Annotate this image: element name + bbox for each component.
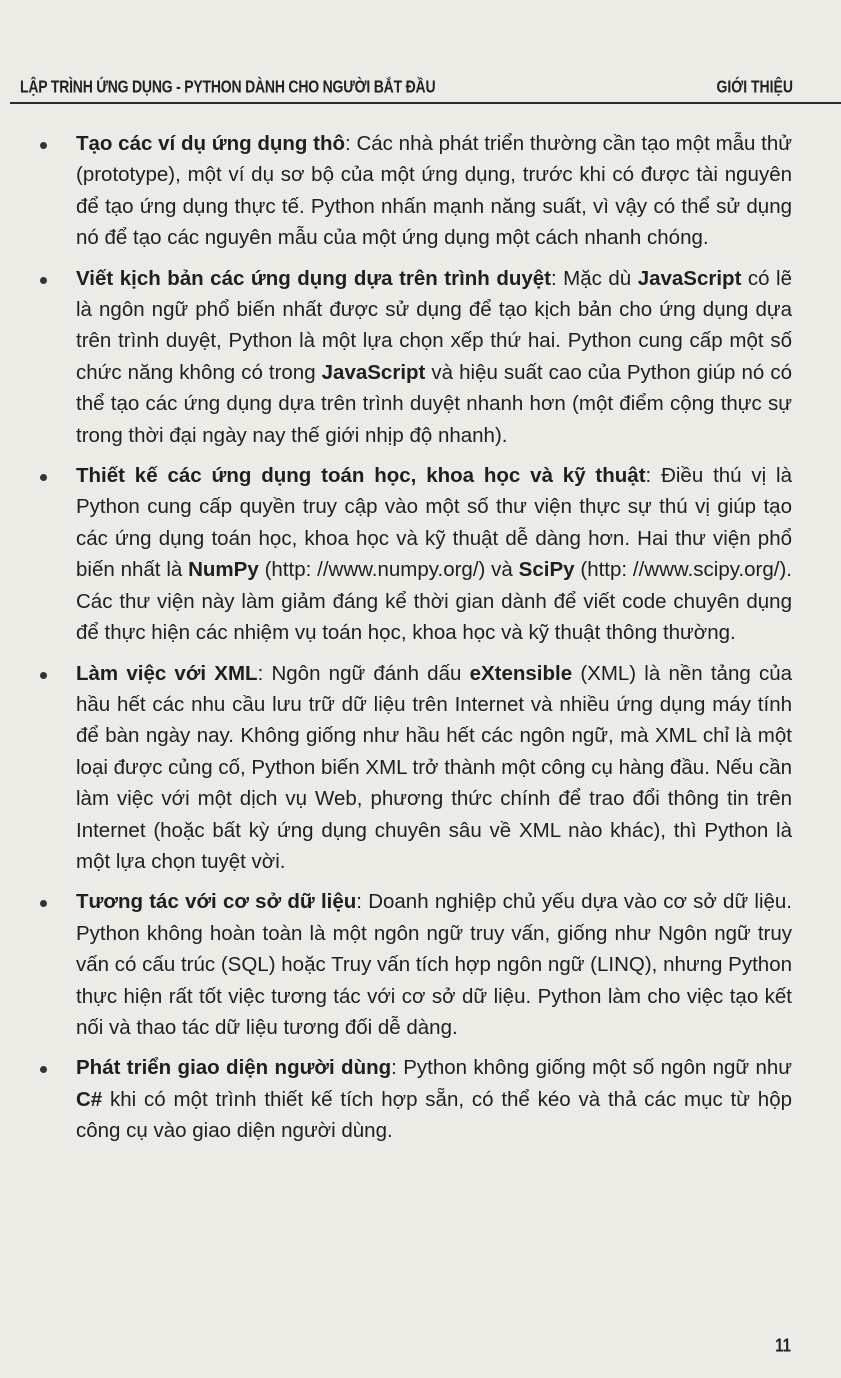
bullet-icon [40,142,47,149]
item-heading: Tương tác với cơ sở dữ liệu [76,890,357,914]
item-text: : Các nhà phát triển thường cần tạo một mẫu thử (prototype), một ví dụ sơ bộ của một ứng dụng, trước khi có được tài nguyên để tạo ứng dụng thực tế. Python nhấn mạnh năng suất, vì vậy có thể sử dụng nó để tạo các nguyên mẫu của một ứng dụng một cách nhanh chóng. [76,132,793,250]
list-item [30,658,792,878]
item-heading: Làm việc với XML [76,661,258,685]
item-term: JavaScript [637,266,742,290]
item-text: (http: //www.numpy.org/) và [258,558,519,582]
item-term: eXtensible [469,661,573,685]
item-text: : Điều thú vị là Python cung cấp quyền truy cập vào một số thư viện thực sự thú vị giúp tạo các ứng dụng toán học, khoa học và kỹ thuật dễ dàng hơn. Hai thư viện phổ biến nhất là [76,464,792,582]
item-heading: Thiết kế các ứng dụng toán học, khoa học và kỹ thuật [76,464,646,488]
item-heading: Viết kịch bản các ứng dụng dựa trên trình duyệt [76,266,551,290]
item-term: SciPy [518,558,575,582]
bullet-icon [40,672,47,679]
book-title-header: LẬP TRÌNH ỨNG DỤNG - PYTHON DÀNH CHO NGƯỜI BẮT ĐẦU [20,76,436,96]
item-term: NumPy [188,558,259,582]
item-text: (XML) là nền tảng của hầu hết các nhu cầu lưu trữ dữ liệu trên Internet và nhiều ứng dụng máy tính để bàn ngày nay. Không giống như hầu hết các ngôn ngữ, mà XML chỉ là một loại được củng cố, Python biến XML trở thành một công cụ hàng đầu. Nếu cần làm việc với một dịch vụ Web, phương thức chính để trao đổi thông tin trên Internet (hoặc bất kỳ ứng dụng chuyên sâu về XML nào khác), thì Python là một lựa chọn tuyệt vời. [76,661,792,873]
list-item [30,128,792,254]
item-text: : Doanh nghiệp chủ yếu dựa vào cơ sở dữ liệu. Python không hoàn toàn là một ngôn ngữ truy vấn, giống như Ngôn ngữ truy vấn có cấu trúc (SQL) hoặc Truy vấn tích hợp ngôn ngữ (LINQ), nhưng Python thực hiện rất tốt việc tương tác với cơ sở dữ liệu. Python làm cho việc tạo kết nối và thao tác dữ liệu tương đối dễ dàng. [76,890,793,1039]
header-rule [10,102,841,104]
item-text: khi có một trình thiết kế tích hợp sẵn, có thể kéo và thả các mục từ hộp công cụ vào giao diện người dùng. [76,1087,792,1143]
item-text: và hiệu suất cao của Python giúp nó có thể tạo các ứng dụng dựa trên trình duyệt nhanh hơn (một điểm cộng thực sự trong thời đại ngày nay thế giới nhịp độ nhanh). [76,360,792,447]
bullet-icon [40,474,47,481]
item-text: : Ngôn ngữ đánh dấu [257,661,470,685]
item-heading: Tạo các ví dụ ứng dụng thô [76,132,346,155]
bullet-list [30,128,792,1156]
chapter-title-header: GIỚI THIỆU [716,76,793,96]
item-text: : Mặc dù [551,266,638,290]
page-number: 11 [775,1336,791,1357]
item-text: (http: //www.scipy.org/). Các thư viện này làm giảm đáng kể thời gian dành để viết code chuyên dụng để thực hiện các nhiệm vụ toán học, khoa học và kỹ thuật thông thường. [76,558,793,645]
bullet-icon [40,277,47,284]
list-item [30,1052,792,1146]
bullet-icon [40,900,47,907]
list-item [30,886,792,1043]
item-text: : Python không giống một số ngôn ngữ như [391,1056,793,1080]
bullet-icon [40,1066,47,1073]
list-item [30,460,792,648]
item-term: JavaScript [321,360,426,384]
item-term: C# [76,1087,103,1111]
item-heading: Phát triển giao diện người dùng [76,1056,392,1080]
list-item [30,263,792,451]
item-text: có lẽ là ngôn ngữ phổ biến nhất được sử dụng để tạo kịch bản cho ứng dụng dựa trên trình duyệt, Python là một lựa chọn xếp thứ hai. Python cung cấp một số chức năng không có trong [76,266,792,384]
